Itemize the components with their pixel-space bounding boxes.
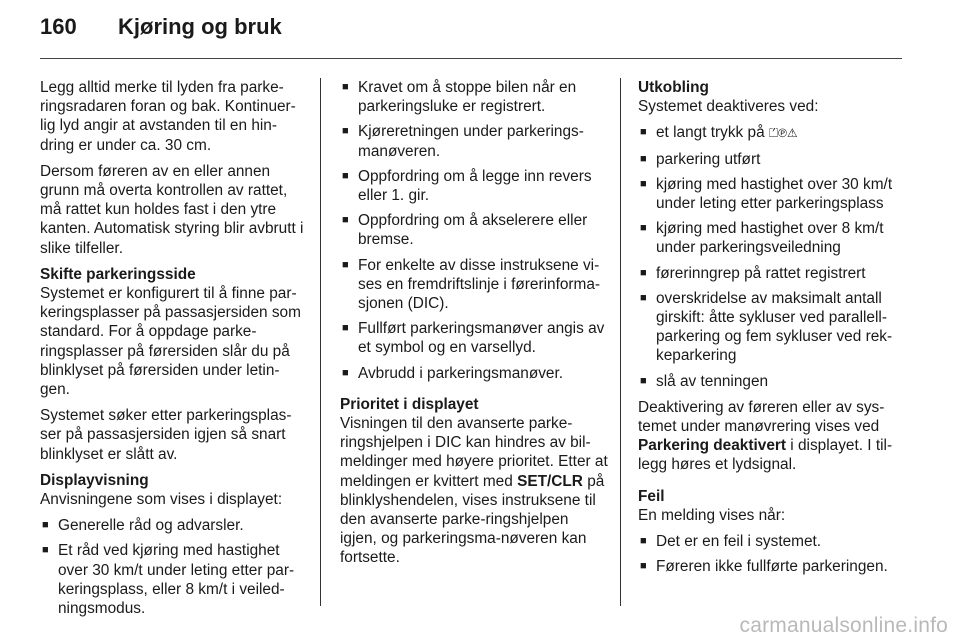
watermark: carmanualsonline.info [739,614,948,637]
list-item-text: et langt trykk på [656,124,765,142]
column-2 [340,78,608,575]
paragraph-text: på blinklyshendelen, vises instruksene til den avanserte parke-ringshjelpen igjen, og parkeringsma-nøveren kan fortsette. [340,472,605,567]
list-item: ■ slå av tenningen [638,372,906,391]
paragraph: Systemet er konfigurert til å finne par-keringsplasser på passasjersiden som standard. For å oppdage parke-ringsplasser på førersiden slår du på blinklyset på førersiden under letin-gen. [40,285,301,399]
section-heading: Displayvisning [40,471,149,489]
list-item: ■ Oppfordring om å akselerere eller bremse. [340,211,608,249]
bullet-list [638,123,906,390]
paragraph: Legg alltid merke til lyden fra parke-ringsradaren foran og bak. Kontinuer-lig lyd angir at avstanden til en hin-dring er under ca. 30 cm. [40,79,296,154]
paragraph: Anvisningene som vises i displayet: [40,491,283,509]
bullet-list [638,532,906,576]
section-heading: Feil [638,487,665,505]
list-item: ■ For enkelte av disse instruksene vi-ses en fremdriftslinje i førerinforma-sjonen (DIC). [340,256,608,314]
list-item: ■ parkering utført [638,150,906,169]
list-item: ■ kjøring med hastighet over 30 km/t under leting etter parkeringsplass [638,175,906,213]
paragraph-text: Deaktivering av føreren eller av sys-temet under manøvrering vises ved [638,398,885,436]
bullet-list [40,516,308,618]
list-item: ■ Kravet om å stoppe bilen når en parkeringsluke er registrert. [340,78,608,116]
paragraph: En melding vises når: [638,506,786,524]
header-divider [40,58,902,59]
list-item: ■ overskridelse av maksimalt antall girskift: åtte sykluser ved parallell-parkering og fem sykluser ved rek-keparkering [638,289,906,366]
page-number: 160 [40,14,77,39]
list-item: ■ Kjøreretningen under parkerings-manøveren. [340,122,608,160]
paragraph [638,398,906,475]
section-heading: Utkobling [638,79,709,96]
column-1 [40,78,308,625]
list-item: ■ Det er en feil i systemet. [638,532,906,551]
parking-deactivated-label: Parkering deaktivert [638,437,786,455]
paragraph: Systemet deaktiveres ved: [638,98,819,116]
section-heading: Skifte parkeringsside [40,265,196,283]
list-item: ■ førerinngrep på rattet registrert [638,264,906,283]
paragraph: Systemet søker etter parkeringsplas-ser på passasjersiden igjen så snart blinklyset er slått av. [40,407,292,463]
paragraph-text: Visningen til den avanserte parke-ringshjelpen i DIC kan hindres av bil-meldinger med høyere prioritet. Etter at meldingen er kvittert med [340,415,608,490]
list-item: ■ Generelle råd og advarsler. [40,516,308,535]
list-item: ■ Føreren ikke fullførte parkeringen. [638,557,906,576]
paragraph [340,414,608,568]
page-header [40,14,282,54]
list-item: ■ Fullført parkeringsmanøver angis av et symbol og en varsellyd. [340,319,608,357]
parking-assist-icon: ⏍℗⚠ [768,126,798,141]
setclr-label: SET/CLR [517,472,583,490]
column-divider-2 [620,78,621,606]
column-divider-1 [320,78,321,606]
column-3 [638,78,906,583]
page-title: Kjøring og bruk [118,14,282,39]
paragraph-text: i displayet. I til-legg høres et lydsignal. [638,437,893,474]
list-item: ■ Avbrudd i parkeringsmanøver. [340,364,608,383]
list-item [638,123,906,143]
bullet-list [340,78,608,383]
list-item: ■ Oppfordring om å legge inn revers eller 1. gir. [340,167,608,205]
list-item: ■ Et råd ved kjøring med hastighet over 30 km/t under leting etter par-keringsplass, eller 8 km/t i veiled-ningsmodus. [40,541,308,618]
paragraph: Dersom føreren av en eller annen grunn må overta kontrollen av rattet, må rattet kun holdes fast i den ytre kanten. Automatisk styring blir avbrutt i slike tilfeller. [40,162,304,257]
list-item: ■ kjøring med hastighet over 8 km/t under parkeringsveiledning [638,219,906,257]
section-heading: Prioritet i displayet [340,395,479,413]
